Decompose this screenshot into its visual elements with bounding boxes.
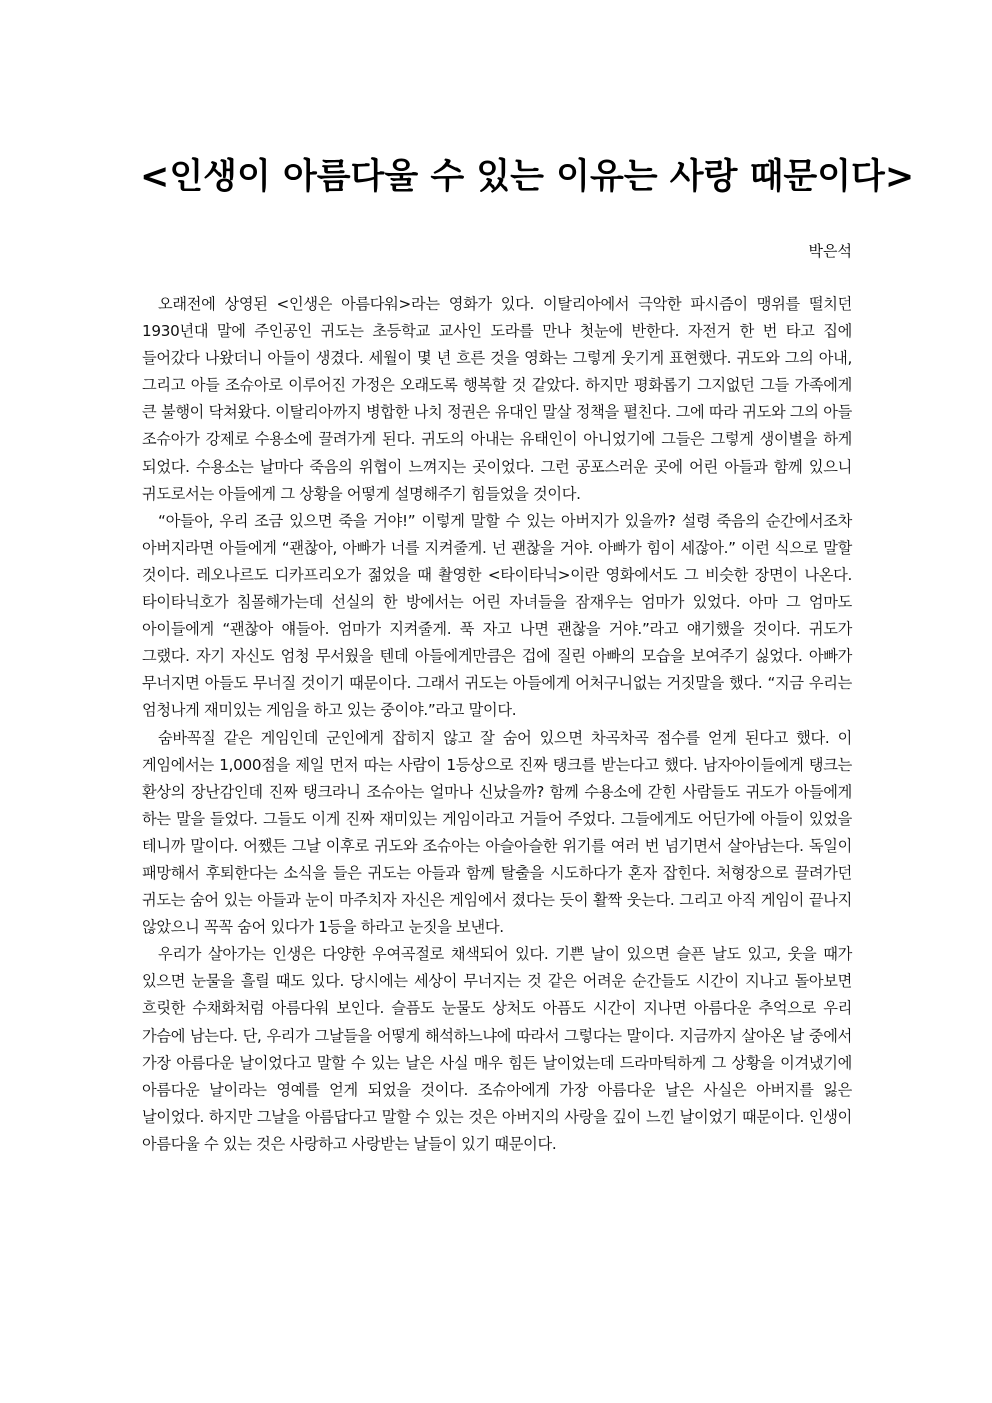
document-title: <인생이 아름다울 수 있는 이유는 사랑 때문이다>: [140, 157, 915, 197]
author-name: 박은석: [808, 242, 852, 260]
paragraph: “아들아, 우리 조금 있으면 죽을 거야!” 이렇게 말할 수 있는 아버지가 있을까? 설령 죽음의 순간에서조차 아버지라면 아들에게 “괜찮아, 아빠가 너를 지켜줄게. 넌 괜찮을 거야. 아빠가 힘이 세잖아.” 이런 식으로 말할 것이다. 레오나르도 디카프리오가 젊었을 때 촬영한 <타이타닉>이란 영화에서도 그 비슷한 장면이 나온다. 타이타닉호가 침몰해가는데 선실의 한 방에서는 어린 자녀들을 잠재우는 엄마가 있었다. 아마 그 엄마도 아이들에게 “괜찮아 얘들아. 엄마가 지켜줄게. 푹 자고 나면 괜찮을 거야.”라고 얘기했을 것이다. 귀도가 그랬다. 자기 자신도 엄청 무서웠을 텐데 아들에게만큼은 겁에 질린 아빠의 모습을 보여주기 싫었다. 아빠가 무너지면 아들도 무너질 것이기 때문이다. 그래서 귀도는 아들에게 어처구니없는 거짓말을 했다. “지금 우리는 엄청나게 재미있는 게임을 하고 있는 중이야.”라고 말이다.: [142, 511, 852, 720]
document-body: [142, 291, 852, 1158]
paragraph: 숨바꼭질 같은 게임인데 군인에게 잡히지 않고 잘 숨어 있으면 차곡차곡 점수를 얻게 된다고 했다. 이 게임에서는 1,000점을 제일 먼저 따는 사람이 1등상으로 진짜 탱크를 받는다고 했다. 남자아이들에게 탱크는 환상의 장난감인데 진짜 탱크라니 조슈아는 얼마나 신났을까? 함께 수용소에 갇힌 사람들도 귀도가 아들에게 하는 말을 들었다. 그들도 이게 진짜 재미있는 게임이라고 거들어 주었다. 그들에게도 어딘가에 아들이 있었을 테니까 말이다. 어쨌든 그날 이후로 귀도와 조슈아는 아슬아슬한 위기를 여러 번 넘기면서 살아남는다. 독일이 패망해서 후퇴한다는 소식을 들은 귀도는 아들과 함께 탈출을 시도하다가 혼자 잡힌다. 처형장으로 끌려가던 귀도는 숨어 있는 아들과 눈이 마주치자 자신은 게임에서 졌다는 듯이 활짝 웃는다. 그리고 아직 게임이 끝나지 않았으니 꼭꼭 숨어 있다가 1등을 하라고 눈짓을 보낸다.: [142, 728, 852, 937]
paragraph: 우리가 살아가는 인생은 다양한 우여곡절로 채색되어 있다. 기쁜 날이 있으면 슬픈 날도 있고, 웃을 때가 있으면 눈물을 흘릴 때도 있다. 당시에는 세상이 무너지는 것 같은 어려운 순간들도 시간이 지나고 돌아보면 흐릿한 수채화처럼 아름다워 보인다. 슬픔도 눈물도 상처도 아픔도 시간이 지나면 아름다운 추억으로 우리 가슴에 남는다. 단, 우리가 그날들을 어떻게 해석하느냐에 따라서 그렇다는 말이다. 지금까지 살아온 날 중에서 가장 아름다운 날이었다고 말할 수 있는 날은 사실 매우 힘든 날이었는데 드라마틱하게 그 상황을 이겨냈기에 아름다운 날이라는 영예를 얻게 되었을 것이다. 조슈아에게 가장 아름다운 날은 사실은 아버지를 잃은 날이었다. 하지만 그날을 아름답다고 말할 수 있는 것은 아버지의 사랑을 깊이 느낀 날이었기 때문이다. 인생이 아름다울 수 있는 것은 사랑하고 사랑받는 날들이 있기 때문이다.: [142, 945, 852, 1153]
paragraph: 오래전에 상영된 <인생은 아름다워>라는 영화가 있다. 이탈리아에서 극악한 파시즘이 맹위를 떨치던 1930년대 말에 주인공인 귀도는 초등학교 교사인 도라를 만나 첫눈에 반한다. 자전거 한 번 타고 집에 들어갔다 나왔더니 아들이 생겼다. 세월이 몇 년 흐른 것을 영화는 그렇게 웃기게 표현했다. 귀도와 그의 아내, 그리고 아들 조슈아로 이루어진 가정은 오래도록 행복할 것 같았다. 하지만 평화롭기 그지없던 그들 가족에게 큰 불행이 닥쳐왔다. 이탈리아까지 병합한 나치 정권은 유대인 말살 정책을 펼친다. 그에 따라 귀도와 그의 아들 조슈아가 강제로 수용소에 끌려가게 된다. 귀도의 아내는 유태인이 아니었기에 그들은 그렇게 생이별을 하게 되었다. 수용소는 날마다 죽음의 위협이 느껴지는 곳이었다. 그런 공포스러운 곳에 어린 아들과 함께 있으니 귀도로서는 아들에게 그 상황을 어떻게 설명해주기 힘들었을 것이다.: [142, 295, 852, 503]
